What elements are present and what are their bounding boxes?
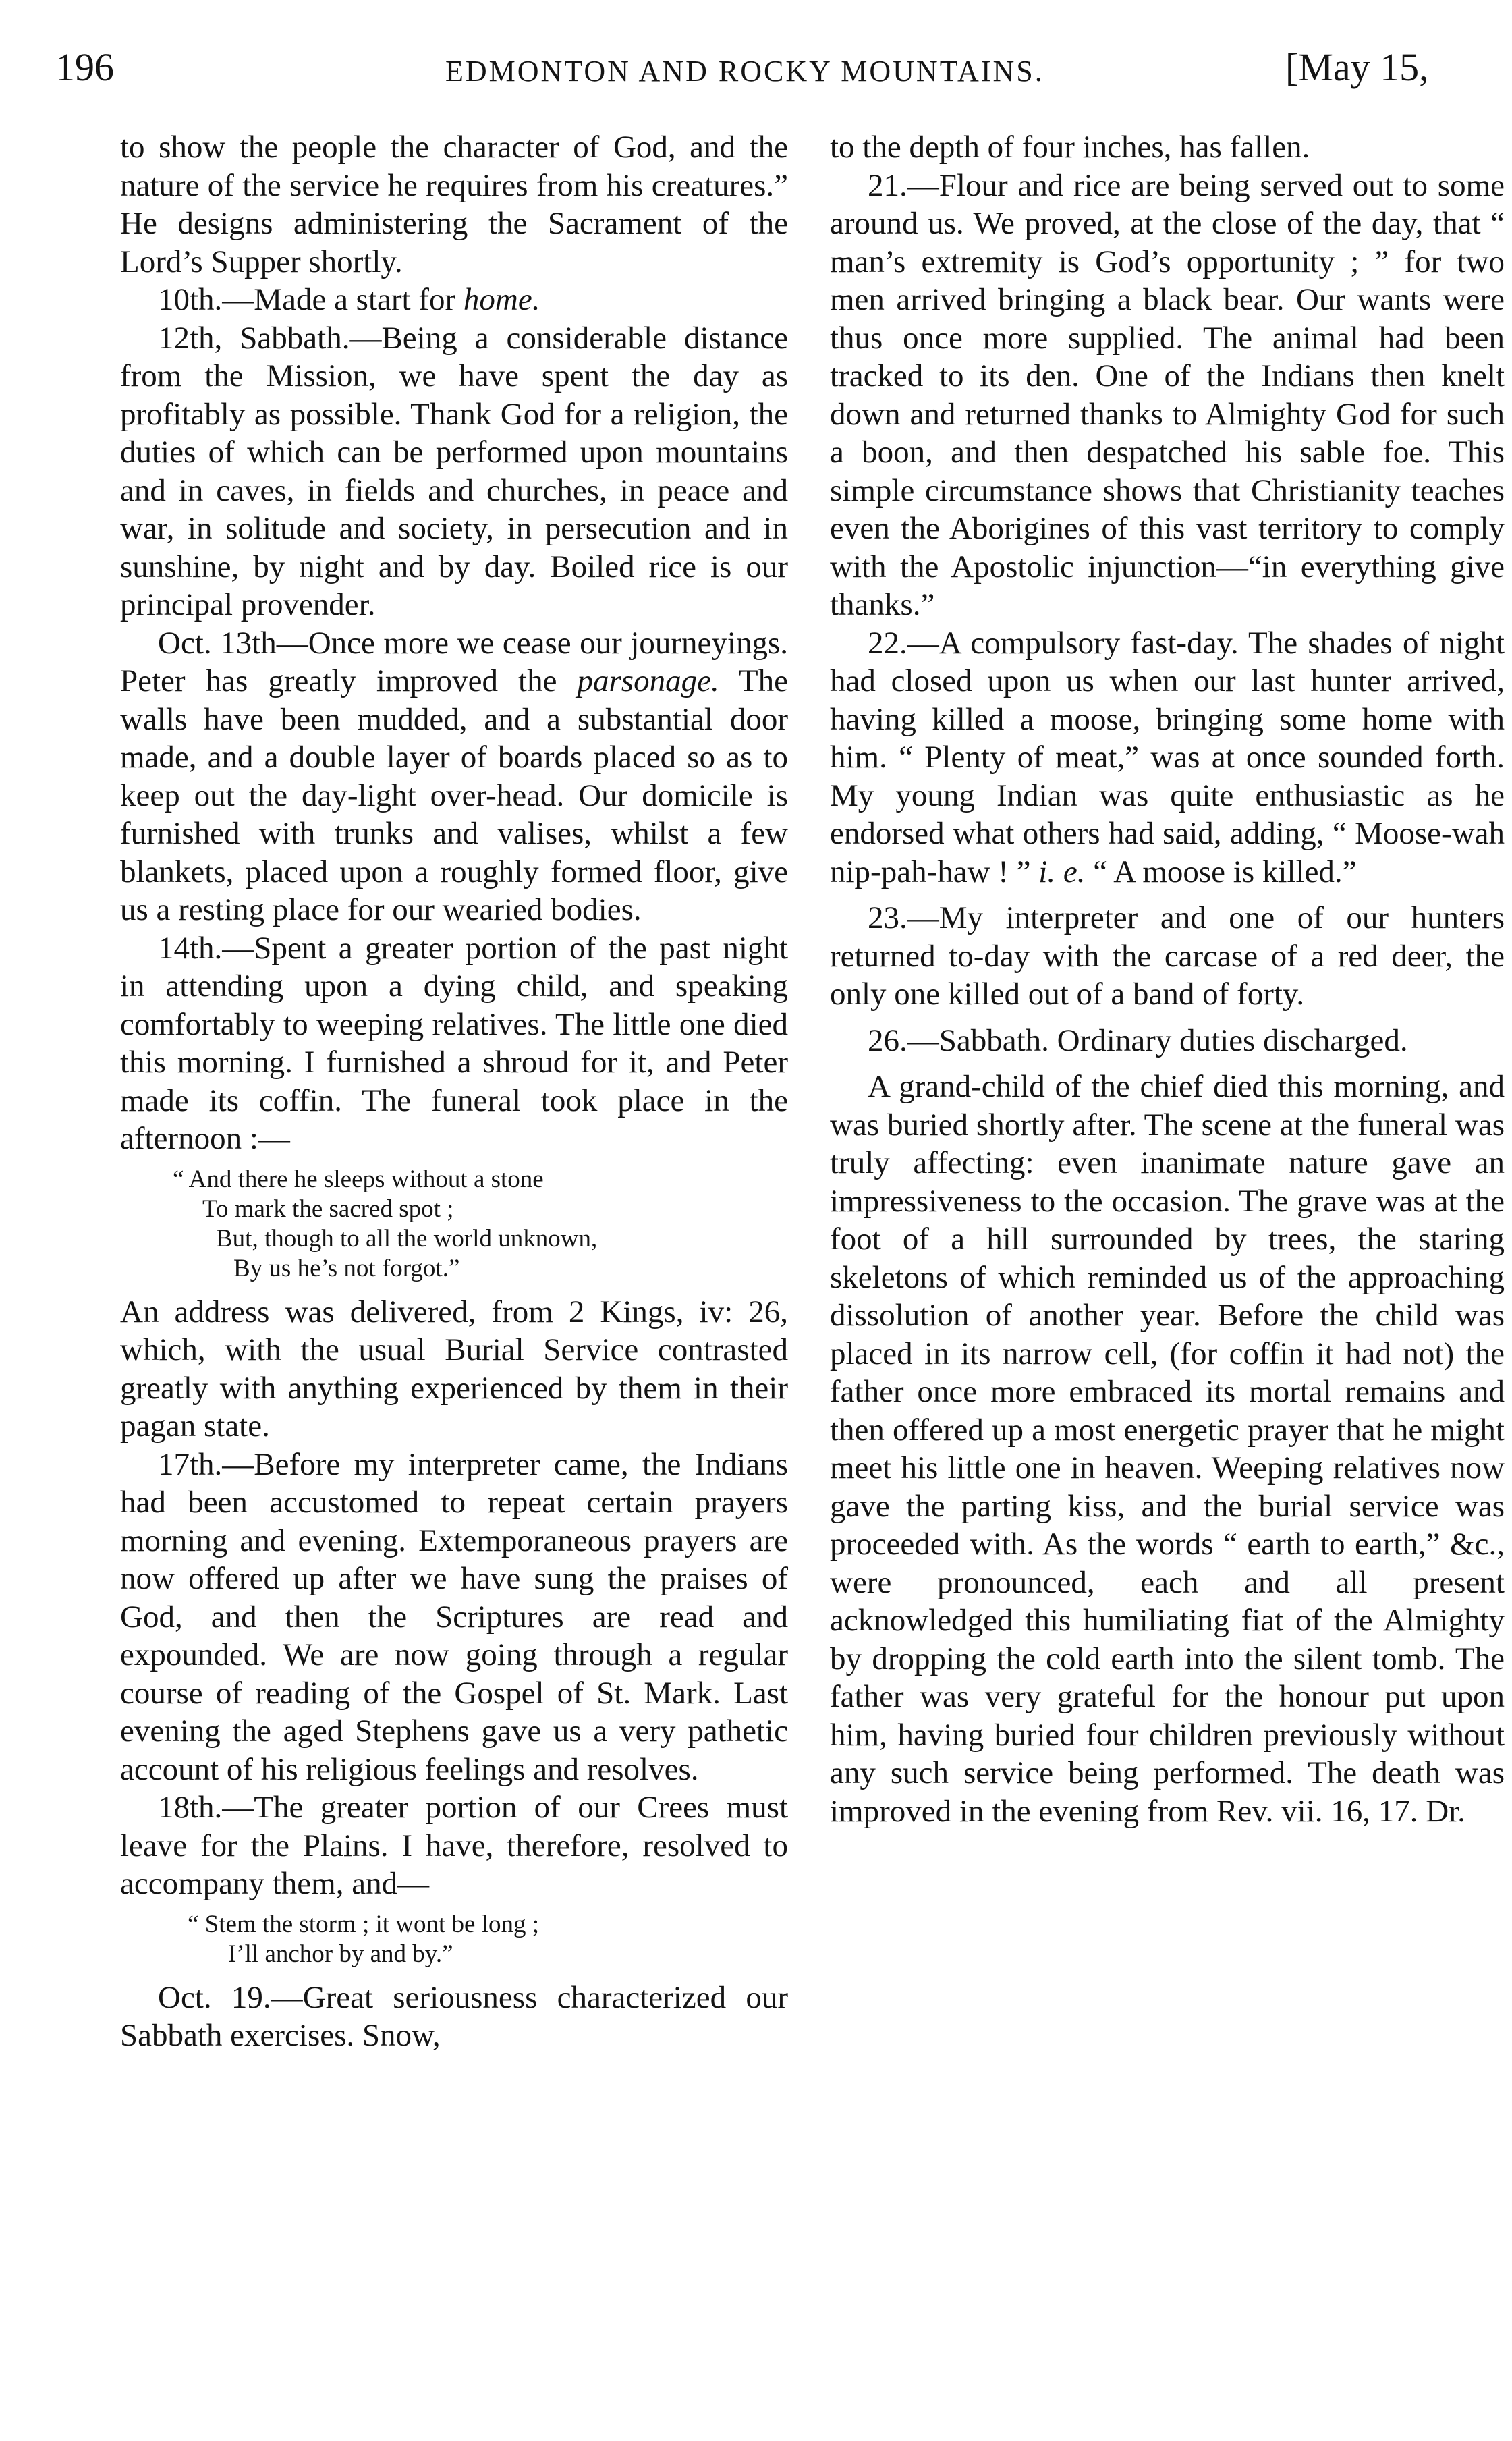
text-run: Oct. 13th—Once more we cease our journeyings. Peter has greatly improved the xyxy=(120,625,788,698)
date-reference: [May 15, xyxy=(1285,45,1429,89)
italic-text: parsonage. xyxy=(577,663,719,698)
verse-line: I’ll anchor by and by.” xyxy=(228,1940,453,1968)
paragraph: 17th.—Before my interpreter came, the Indians had been accustomed to repeat certain prayers morning and evening. Extemporaneous prayers are now offered up after we have sung the praises of God, and then the Scriptures are read and expounded. We are now going through a regular course of reading of the Gospel of St. Mark. Last evening the aged Stephens gave us a very pathetic account of his religious feelings and resolves. xyxy=(120,1446,788,1787)
verse-quote xyxy=(120,1910,788,1969)
left-column xyxy=(120,128,788,2055)
paragraph: 21.—Flour and rice are being served out to some around us. We proved, at the close of the day, that “ man’s extremity is God’s opportunity ; ” for two men arrived bringing a black bear. Our wants were thus once more supplied. The animal had been tracked to its den. One of the Indians then knelt down and returned thanks to Almighty God for such a boon, and then despatched his sable foe. This simple circumstance shows that Christianity teaches even the Aborigines of this vast territory to comply with the Apostolic injunction—“in everything give thanks.” xyxy=(830,167,1505,622)
paragraph: to show the people the character of God, and the nature of the service he requires from his creatures.” He designs administering the Sacrament of the Lord’s Supper shortly. xyxy=(120,130,788,279)
verse-line: “ Stem the storm ; it wont be long ; xyxy=(188,1910,540,1938)
text-run: The walls have been mudded, and a substantial door made, and a double layer of boards placed so as to keep out the day-light over-head. Our domicile is furnished with trunks and valises, whilst a few blankets, placed upon a roughly formed floor, give us a resting place for our wearied bodies. xyxy=(120,663,788,927)
paragraph: A grand-child of the chief died this morning, and was buried shortly after. The scene at the funeral was truly affecting: even inanimate nature gave an impressiveness to the occasion. The grave was at the foot of a hill surrounded by trees, the staring skeletons of which reminded us of the approaching dissolution of another year. Before the child was placed in its narrow cell, (for coffin it had not) the father once more embraced its mortal remains and then offered up a most energetic prayer that he might meet his little one in heaven. Weeping relatives now gave the parting kiss, and the burial service was proceeded with. As the words “ earth to earth,” &c., were pronounced, each and all present acknowledged this humiliating fiat of the Almighty by dropping the cold earth into the silent tomb. The father was very grateful for the honour put upon him, having buried four children previously without any such service being performed. The death was improved in the evening from Rev. vii. 16, 17. Dr. xyxy=(830,1069,1505,1829)
verse-line: “ And there he sleeps without a stone xyxy=(173,1165,544,1193)
text-run: 10th.—Made a start for xyxy=(158,282,464,317)
verse-line: By us he’s not forgot.” xyxy=(233,1254,460,1282)
running-title: EDMONTON AND ROCKY MOUNTAINS. xyxy=(445,55,1044,88)
page-header xyxy=(0,40,1512,101)
paragraph: 23.—My interpreter and one of our hunters returned to-day with the carcase of a red deer, the only one killed out of a band of forty. xyxy=(830,900,1505,1012)
paragraph: An address was delivered, from 2 Kings, iv: 26, which, with the usual Burial Service contrasted greatly with anything experienced by them in their pagan state. xyxy=(120,1294,788,1444)
italic-text: i. e. xyxy=(1038,854,1086,889)
paragraph: 26.—Sabbath. Ordinary duties discharged. xyxy=(868,1022,1408,1058)
right-column xyxy=(830,128,1505,1830)
italic-text: home. xyxy=(463,282,540,317)
paragraph: Oct. 19.—Great seriousness characterized our Sabbath exercises. Snow, xyxy=(120,1979,788,2053)
paragraph: 18th.—The greater portion of our Crees must leave for the Plains. I have, therefore, resolved to accompany them, and— xyxy=(120,1790,788,1901)
verse-quote xyxy=(120,1165,788,1284)
paragraph: to the depth of four inches, has fallen. xyxy=(830,130,1310,165)
text-run: 22.—A compulsory fast-day. The shades of night had closed upon us when our last hunter arrived, having killed a moose, bringing some home with him. “ Plenty of meat,” was at once sounded forth. My young Indian was quite enthusiastic as he endorsed what others had said, adding, “ Moose-wah nip-pah-haw ! ” xyxy=(830,625,1505,889)
paragraph xyxy=(120,281,788,319)
paragraph xyxy=(120,624,788,929)
paragraph: 12th, Sabbath.—Being a considerable distance from the Mission, we have spent the day as profitably as possible. Thank God for a religion, the duties of which can be performed upon mountains and in caves, in fields and churches, in peace and war, in solitude and society, in persecution and in sunshine, by night and by day. Boiled rice is our principal provender. xyxy=(120,320,788,622)
verse-line: But, though to all the world unknown, xyxy=(216,1224,598,1253)
paragraph: 14th.—Spent a greater portion of the past night in attending upon a dying child, and speaking comfortably to weeping relatives. The little one died this morning. I furnished a shroud for it, and Peter made its coffin. The funeral took place in the afternoon :— xyxy=(120,930,788,1156)
paragraph xyxy=(830,624,1505,892)
page-number: 196 xyxy=(55,45,114,89)
text-run: “ A moose is killed.” xyxy=(1085,854,1357,889)
verse-line: To mark the sacred spot ; xyxy=(202,1195,454,1223)
